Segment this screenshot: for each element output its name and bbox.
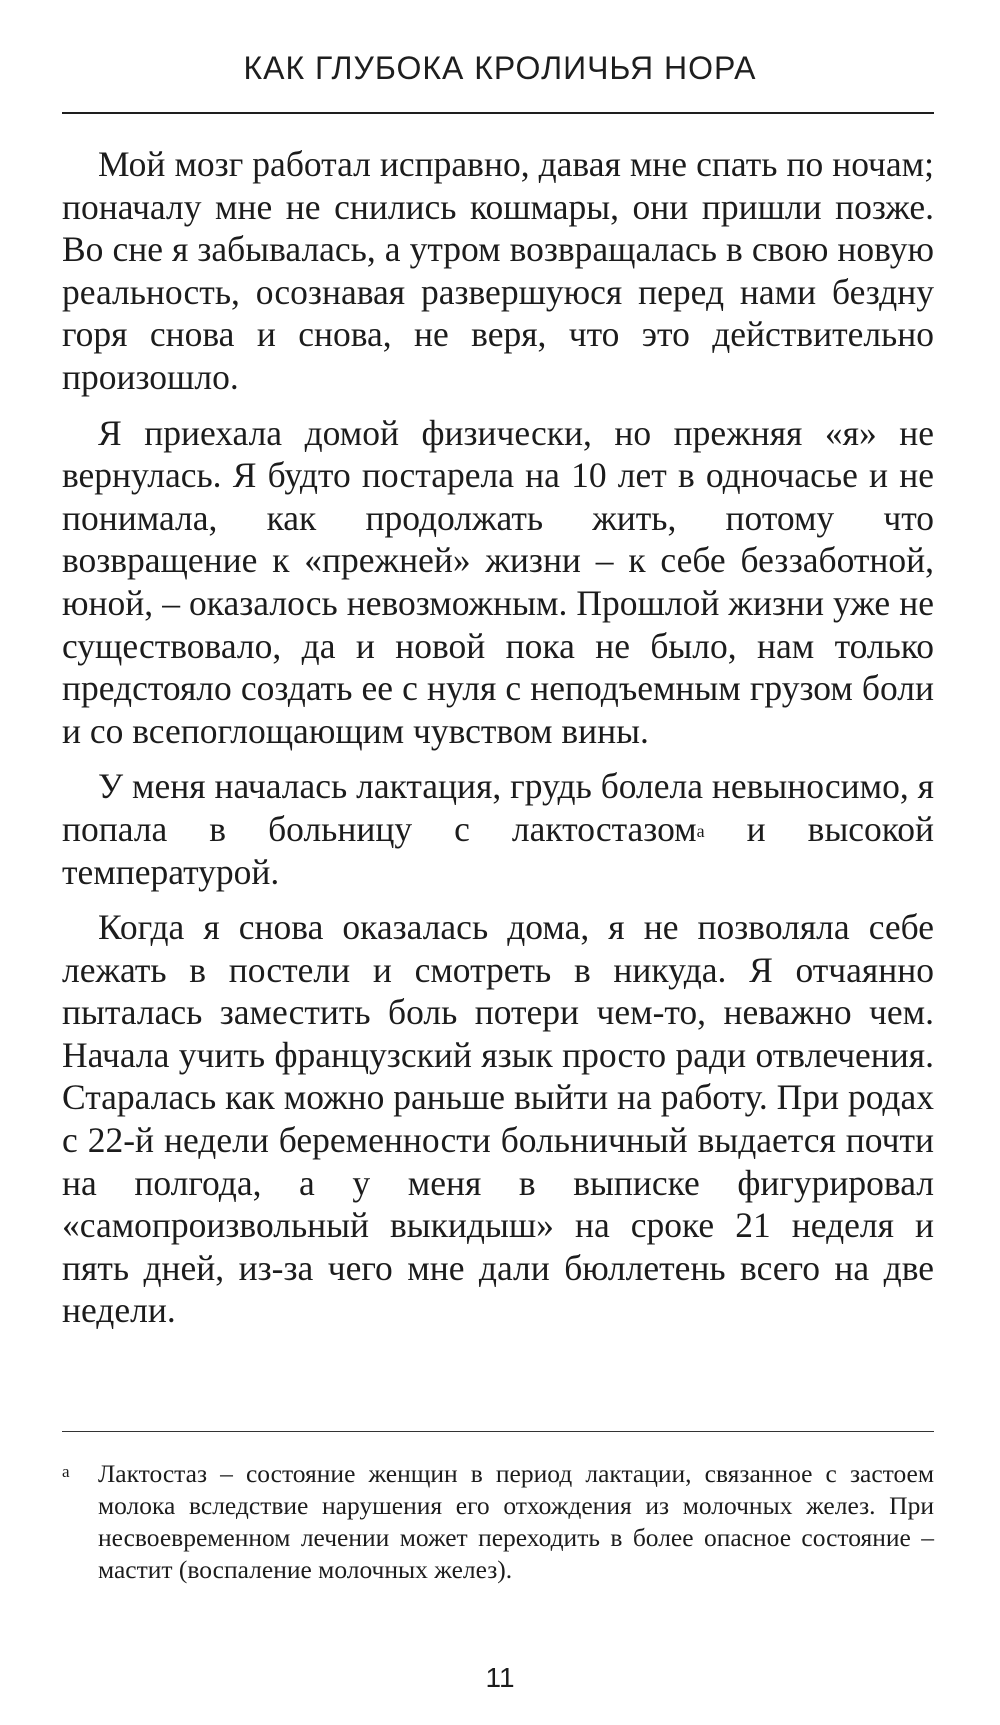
paragraph-4: Когда я снова оказалась дома, я не позволяла себе лежать в постели и смотреть в никуда. Я отчаянно пыталась заместить боль потери чем-то, неважно чем. Начала учить французский язык просто ради отвлечения. Старалась как можно раньше выйти на работу. При родах с 22-й недели беременности больничный выдается почти на полгода, а у меня в выписке фигурировал «самопроизвольный выкидыш» на сроке 21 неделя и пять дней, из-за чего мне дали бюллетень всего на две недели. xyxy=(62,907,934,1331)
paragraph-1: Мой мозг работал исправно, давая мне спать по ночам; поначалу мне не снились кошмары, они пришли позже. Во сне я забывалась, а утром возвращалась в свою новую реальность, осознавая развершуюся перед нами бездну горя снова и снова, не веря, что это действительно произошло. xyxy=(62,144,934,397)
page-number: 11 xyxy=(485,1662,515,1693)
footnote-divider xyxy=(62,1431,934,1432)
running-head: КАК ГЛУБОКА КРОЛИЧЬЯ НОРА xyxy=(243,50,757,86)
paragraph-2: Я приехала домой физически, но прежняя «я» не вернулась. Я будто постарела на 10 лет в одночасье и не понимала, как продолжать жить, потому что возвращение к «прежней» жизни – к себе беззаботной, юной, – оказалось невозможным. Прошлой жизни уже не существовало, да и новой пока не было, нам только предстояло создать ее с нуля с неподъемным грузом боли и со всепоглощающим чувством вины. xyxy=(62,412,934,751)
footnote-label: а xyxy=(62,1462,70,1481)
footnote-reference[interactable]: а xyxy=(696,820,705,841)
paragraph-3-text-end: и высокой температурой. xyxy=(62,808,934,892)
footnote xyxy=(62,1458,934,1586)
paragraph-3 xyxy=(62,765,934,893)
footnote-text: Лактостаз – состояние женщин в период лактации, связанное с застоем молока вследствие нарушения его отхождения из молочных желез. При несвоевременном лечении может переходить в более опасное состояние – мастит (воспаление молочных желез). xyxy=(98,1459,934,1584)
paragraph-3-text-start: У меня началась лактация, грудь болела невыносимо, я попала в больницу с лактостазом xyxy=(62,766,934,849)
main-text xyxy=(62,143,934,1345)
header-divider xyxy=(62,112,934,114)
